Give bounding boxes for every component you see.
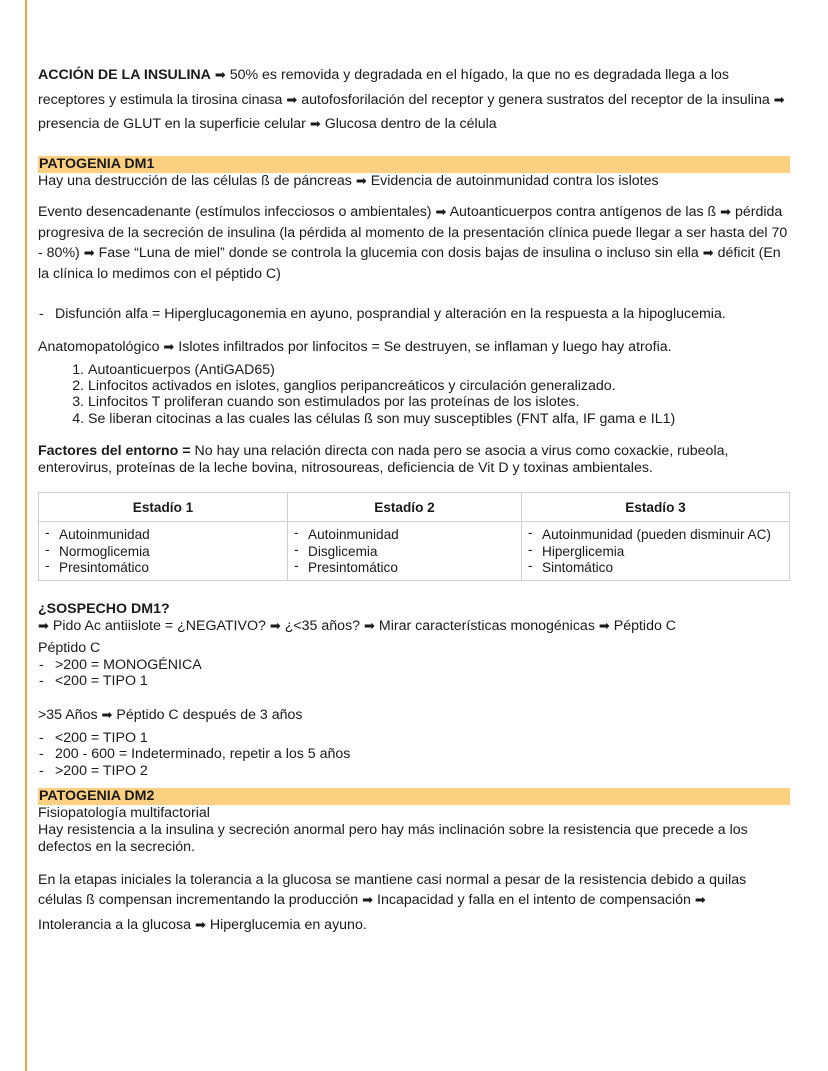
sospecho-title xyxy=(38,601,790,618)
document-body xyxy=(38,60,790,934)
list-item: 4. Se liberan citocinas a las cuales las células ß son muy susceptibles (FNT alfa, IF gama e IL1) xyxy=(88,411,790,427)
dash-bullet: - xyxy=(528,525,533,541)
over35-text: Péptido C después de 3 años xyxy=(116,707,303,724)
over35-list xyxy=(38,730,790,780)
cell-item xyxy=(294,541,515,560)
flow-part: Pido Ac antiislote = ¿NEGATIVO? xyxy=(52,617,266,634)
arrow-icon: ➡ xyxy=(163,339,175,355)
table-header-estadio-3: Estadío 3 xyxy=(522,493,790,522)
table-cell-estadio-1 xyxy=(39,522,288,581)
arrow-icon: ➡ xyxy=(194,917,206,933)
dash-bullet: - xyxy=(39,762,44,779)
dash-bullet: - xyxy=(528,541,533,557)
table-cell-estadio-2 xyxy=(288,522,522,581)
arrow-icon: ➡ xyxy=(598,617,610,633)
arrow-icon: ➡ xyxy=(309,116,321,131)
peptido-item-text: >200 = MONOGÉNICA xyxy=(55,656,202,673)
arrow-icon: ➡ xyxy=(286,91,298,107)
arrow-icon: ➡ xyxy=(101,707,113,723)
cell-item xyxy=(45,527,281,543)
arrow-icon: ➡ xyxy=(269,617,281,633)
flow-part: Péptido C xyxy=(613,617,677,634)
flow-part: Mirar características monogénicas xyxy=(378,617,595,634)
cell-item-text: Hiperglicemia xyxy=(542,543,625,559)
cell-item xyxy=(528,557,783,576)
dm1-line1-part: Evidencia de autoinmunidad contra los islotes xyxy=(370,172,659,189)
cell-item xyxy=(45,541,281,560)
dash-bullet: - xyxy=(39,656,44,673)
dash-bullet: - xyxy=(45,525,50,541)
dm2-subtitle: Fisiopatología multifactorial xyxy=(38,805,210,822)
dash-bullet: - xyxy=(294,525,299,541)
arrow-icon: ➡ xyxy=(773,91,785,107)
factores-label: Factores del entorno = xyxy=(38,443,191,460)
arrow-icon: ➡ xyxy=(38,617,49,633)
dm1-line1-part: Hay una destrucción de las células ß de páncreas xyxy=(38,172,352,189)
over35-line xyxy=(38,707,790,724)
cell-item-text: Presintomático xyxy=(59,559,149,575)
factores-entorno-paragraph xyxy=(38,443,790,476)
dm1-section-header: PATOGENIA DM1 xyxy=(38,156,790,173)
list-item: 2. Linfocitos activados en islotes, ganglios peripancreáticos y circulación generalizado. xyxy=(88,378,790,394)
list-item: 3. Linfocitos T proliferan cuando son estimulados por las proteínas de los islotes. xyxy=(88,394,790,410)
arrow-icon: ➡ xyxy=(83,245,95,261)
arrow-icon: ➡ xyxy=(435,204,447,220)
dash-bullet: - xyxy=(294,541,299,557)
arrow-icon: ➡ xyxy=(364,617,375,633)
cell-item-text: Disglicemia xyxy=(308,543,378,559)
table-header-row xyxy=(39,493,790,522)
arrow-icon: ➡ xyxy=(355,172,367,188)
arrow-icon: ➡ xyxy=(702,245,714,261)
list-item xyxy=(38,673,790,690)
etapas-part: En la etapas iniciales la tolerancia a la glucosa se mantiene casi normal a pesar de la resistencia debido a quilas células ß compensan incrementando la producción xyxy=(38,872,747,909)
peptido-label: Péptido C xyxy=(38,640,101,657)
cell-item xyxy=(528,527,783,543)
disfuncion-item xyxy=(38,306,790,323)
list-item xyxy=(38,730,790,747)
dm2-etapas-paragraph xyxy=(38,871,790,910)
accion-title: ACCIÓN DE LA INSULINA xyxy=(38,67,211,83)
dash-bullet: - xyxy=(39,746,44,763)
peptido-item-text: <200 = TIPO 1 xyxy=(55,673,148,690)
estadios-table xyxy=(38,492,790,581)
over35-label: >35 Años xyxy=(38,707,98,724)
table-cell-estadio-3 xyxy=(522,522,790,581)
cell-item-text: Autoinmunidad (pueden disminuir AC) xyxy=(542,527,771,543)
pathogenesis-steps-list xyxy=(38,362,790,428)
disfuncion-text: Disfunción alfa = Hiperglucagonemia en ayuno, posprandial y alteración en la respuesta a la hipoglucemia. xyxy=(55,306,726,323)
anato-label: Anatomopatológico xyxy=(38,339,160,356)
dash-bullet: - xyxy=(39,306,44,323)
accion-part: autofosforilación del receptor y genera sustratos del receptor de la insulina xyxy=(301,91,770,108)
list-item xyxy=(38,763,790,780)
sospecho-flow xyxy=(38,618,790,635)
dm2-resistencia: Hay resistencia a la insulina y secreción anormal pero hay más inclinación sobre la resistencia que precede a los defectos en la secreción. xyxy=(38,822,748,855)
evento-part: Autoanticuerpos contra antígenos de las ß xyxy=(449,204,717,221)
list-item xyxy=(38,657,790,674)
dash-bullet: - xyxy=(45,557,50,573)
dash-bullet: - xyxy=(528,557,533,573)
dash-bullet: - xyxy=(39,729,44,746)
evento-part: déficit (En la clínica lo medimos con el péptido C) xyxy=(38,245,781,282)
flow-part: ¿<35 años? xyxy=(284,617,361,634)
table-header-estadio-1: Estadío 1 xyxy=(39,493,288,522)
dash-bullet: - xyxy=(39,673,44,690)
margin-rule xyxy=(25,0,27,1071)
dm2-etapas-final xyxy=(38,917,790,934)
arrow-icon: ➡ xyxy=(362,892,374,908)
cell-item-text: Normoglicemia xyxy=(59,543,150,559)
dash-bullet: - xyxy=(294,557,299,573)
list-item xyxy=(38,746,790,763)
cell-item-text: Autoinmunidad xyxy=(59,527,150,543)
cell-item-text: Presintomático xyxy=(308,559,398,575)
evento-part: pérdida progresiva de la secreción de insulina (la pérdida al momento de la presentación clínica puede llegar a ser hasta del 70 - 80%) xyxy=(38,204,788,262)
etapas-part: Intolerancia a la glucosa xyxy=(38,917,192,934)
etapas-part: Hiperglucemia en ayuno. xyxy=(209,917,367,934)
accion-part: 50% es removida y degradada en el hígado, la que no es degradada llega a los receptores y estimula la tirosina cinasa xyxy=(38,67,729,108)
accion-part: Glucosa dentro de la célula xyxy=(324,116,497,132)
etapas-part: Incapacidad y falla en el intento de compensación xyxy=(377,892,691,909)
dm1-line1 xyxy=(38,173,790,190)
anatomopatologico-line xyxy=(38,339,790,356)
arrow-icon: ➡ xyxy=(720,204,732,220)
sospecho-title-text: ¿SOSPECHO DM1? xyxy=(38,601,170,618)
cell-item xyxy=(294,557,515,576)
list-item: 1. Autoanticuerpos (AntiGAD65) xyxy=(88,362,790,378)
dash-bullet: - xyxy=(45,541,50,557)
cell-item xyxy=(45,557,281,576)
evento-part: Evento desencadenante (estímulos infecciosos o ambientales) xyxy=(38,204,432,221)
cell-item xyxy=(528,541,783,560)
cell-item-text: Sintomático xyxy=(542,559,614,575)
cell-item xyxy=(294,527,515,543)
accion-insulina-paragraph xyxy=(38,63,790,137)
over35-item-text: <200 = TIPO 1 xyxy=(55,729,148,746)
dm2-section-header: PATOGENIA DM2 xyxy=(38,788,790,805)
over35-item-text: >200 = TIPO 2 xyxy=(55,762,148,779)
arrow-icon: ➡ xyxy=(214,67,226,82)
arrow-icon: ➡ xyxy=(694,892,706,908)
anato-text: Islotes infiltrados por linfocitos = Se destruyen, se inflaman y luego hay atrofia. xyxy=(178,339,672,356)
factores-text: No hay una relación directa con nada pero se asocia a virus como coxackie, rubeola, enterovirus, proteínas de la leche bovina, nitrosoureas, deficiencia de Vit D y toxinas ambientales. xyxy=(38,443,729,476)
cell-item-text: Autoinmunidad xyxy=(308,527,399,543)
accion-part: presencia de GLUT en la superficie celular xyxy=(38,116,306,132)
over35-item-text: 200 - 600 = Indeterminado, repetir a los 5 años xyxy=(55,746,351,763)
table-row xyxy=(39,522,790,581)
evento-paragraph xyxy=(38,202,790,284)
evento-part: Fase “Luna de miel” donde se controla la glucemia con dosis bajas de insulina o incluso sin ella xyxy=(98,245,699,262)
table-header-estadio-2: Estadío 2 xyxy=(288,493,522,522)
